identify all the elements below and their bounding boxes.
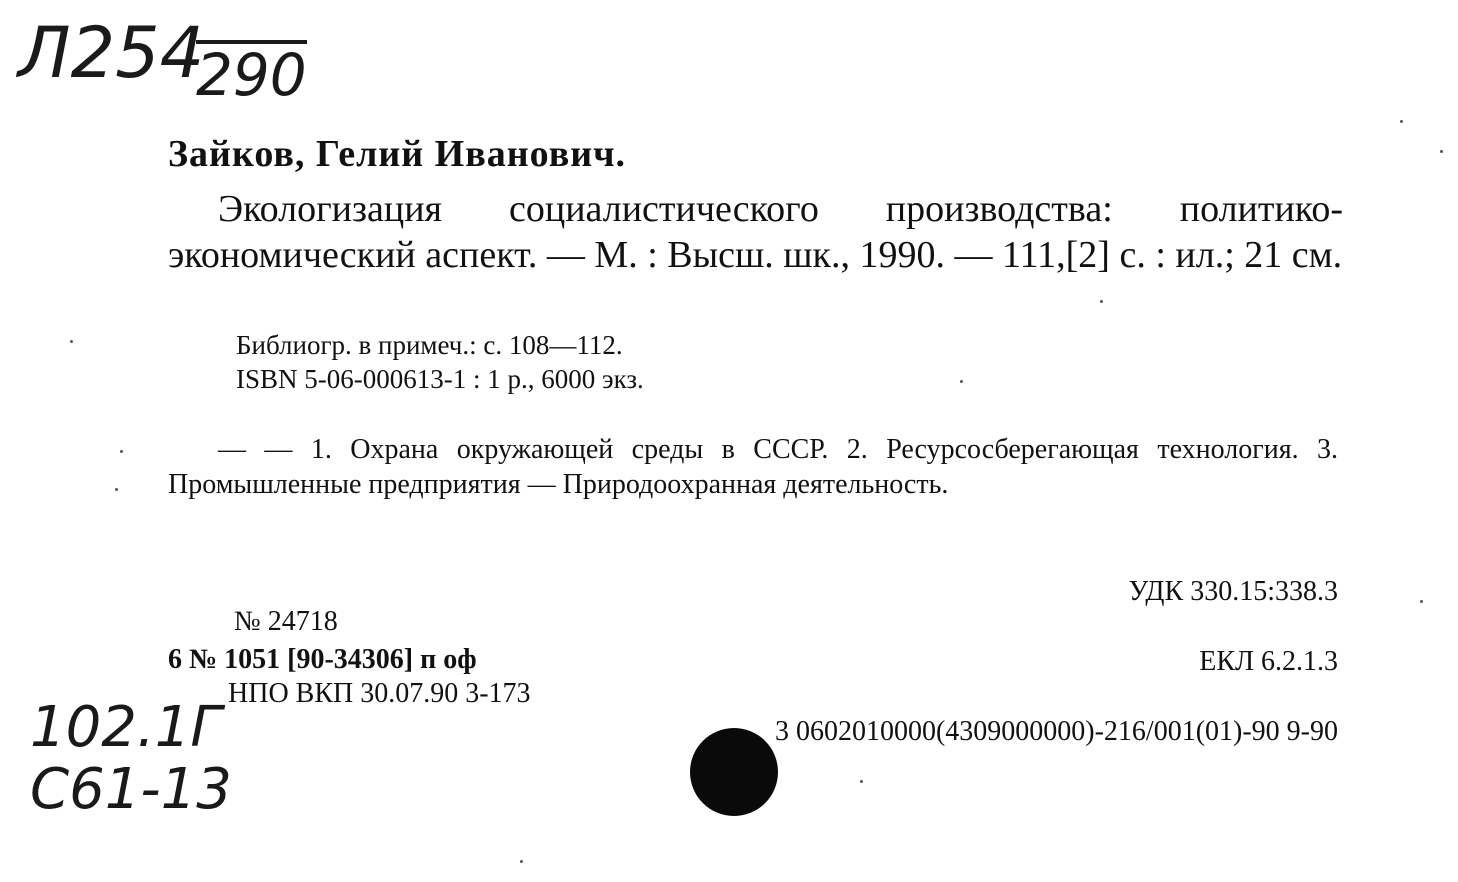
paper-speck [70, 340, 73, 343]
paper-speck [1400, 120, 1403, 123]
handwritten-shelfmark [18, 12, 205, 94]
book-title-description: Экологизация социалистического производства: политико-экономический аспект. — М. : Высш. шк., 1990. — 111,[2] с. : ил.; 21 см. [168, 188, 1343, 276]
paper-speck [1420, 600, 1423, 603]
order-line: 6 № 1051 [90-34306] п оф [168, 644, 477, 675]
isbn-line: ISBN 5-06-000613-1 : 1 р., 6000 экз. [236, 364, 644, 394]
paper-speck [860, 780, 863, 783]
handwritten-class-number: 102.1Г [30, 695, 222, 760]
paper-speck [1440, 150, 1443, 153]
paper-speck [1100, 300, 1103, 303]
record-number: № 24718 [234, 606, 338, 637]
subject-headings: — — 1. Охрана окружающей среды в СССР. 2. Ресурсосберегающая технология. 3. Промышленные предприятия — Природоохранная деятельность. [168, 434, 1338, 500]
paper-speck [120, 450, 123, 453]
paper-speck [115, 488, 118, 491]
paper-speck [520, 860, 523, 863]
npo-line: НПО ВКП 30.07.90 3-173 [228, 678, 531, 709]
udk-index: УДК 330.15:338.3 [1128, 576, 1338, 607]
bibliography-note: Библиогр. в примеч.: с. 108—112. [236, 330, 623, 360]
punch-hole [690, 728, 778, 816]
ekl-index: ЕКЛ 6.2.1.3 [1199, 646, 1338, 677]
author-heading: Зайков, Гелий Иванович. [168, 133, 627, 175]
paper-speck [960, 380, 963, 383]
handwritten-location-code: С61-13 [30, 757, 232, 822]
code-line: 3 0602010000(4309000000)-216/001(01)-90 9-90 [774, 716, 1338, 747]
handwritten-shelfmark-code: Л254 [18, 12, 205, 94]
handwritten-shelfmark-number: 290 [196, 41, 307, 109]
